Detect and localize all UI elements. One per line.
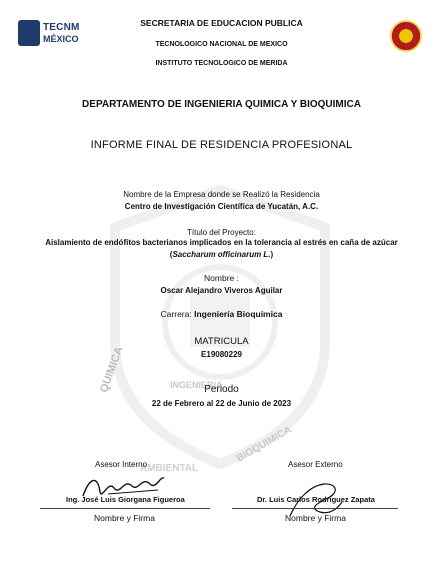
watermark-left-text: QUIMICA xyxy=(98,345,126,395)
matricula-value: E19080229 xyxy=(201,350,242,359)
watermark-bottom-text: INGENIERIA xyxy=(170,380,223,390)
internal-advisor-role: Asesor Interno xyxy=(95,460,148,469)
report-title: INFORME FINAL DE RESIDENCIA PROFESIONAL xyxy=(90,139,353,151)
secretaria-heading: SECRETARIA DE EDUCACION PUBLICA xyxy=(140,18,303,28)
period-value: 22 de Febrero al 22 de Junio de 2023 xyxy=(151,399,292,408)
external-caption: Nombre y Firma xyxy=(285,513,346,523)
company-name: Centro de Investigación Científica de Yucatán, A.C. xyxy=(124,202,319,211)
student-name: Oscar Alejandro Viveros Aguilar xyxy=(160,286,283,295)
logo-text-2: MÉXICO xyxy=(43,34,79,44)
student-label: Nombre : xyxy=(204,273,239,283)
watermark-emblem-icon xyxy=(95,182,345,472)
tecnologico-heading: TECNOLOGICO NACIONAL DE MEXICO xyxy=(155,41,288,48)
instituto-heading: INSTITUTO TECNOLOGICO DE MERIDA xyxy=(155,60,288,67)
external-signature-line xyxy=(232,508,398,509)
period-label: Periodo xyxy=(204,384,239,395)
external-advisor-name: Dr. Luis Carlos Rodríguez Zapata xyxy=(257,495,375,504)
watermark-bottom2-text: AMBIENTAL xyxy=(140,463,199,474)
logo-text-1: TECNM xyxy=(43,22,80,33)
career-value: Ingeniería Bioquímica xyxy=(194,309,283,319)
project-label: Título del Proyecto: xyxy=(187,228,256,237)
watermark-right-text: BIOQUIMICA xyxy=(235,424,294,465)
internal-signature-line xyxy=(40,508,210,509)
career-label: Carrera: xyxy=(160,309,192,319)
species-name: Saccharum officinarum L. xyxy=(172,250,271,259)
company-label: Nombre de la Empresa donde se Realizó la Residencia xyxy=(123,190,320,199)
department-heading: DEPARTAMENTO DE INGENIERIA QUIMICA Y BIOQUIMICA xyxy=(82,99,361,110)
career-line xyxy=(0,309,443,319)
matricula-label: MATRICULA xyxy=(194,336,249,347)
project-title-line2: (Saccharum officinarum L.) xyxy=(169,250,274,259)
internal-advisor-name: Ing. José Luis Giorgana Figueroa xyxy=(66,495,185,504)
internal-caption: Nombre y Firma xyxy=(94,513,155,523)
project-title-line1: Aislamiento de endófitos bacterianos implicados en la tolerancia al estrés en caña de azúcar xyxy=(45,238,398,247)
external-advisor-role: Asesor Externo xyxy=(288,460,343,469)
